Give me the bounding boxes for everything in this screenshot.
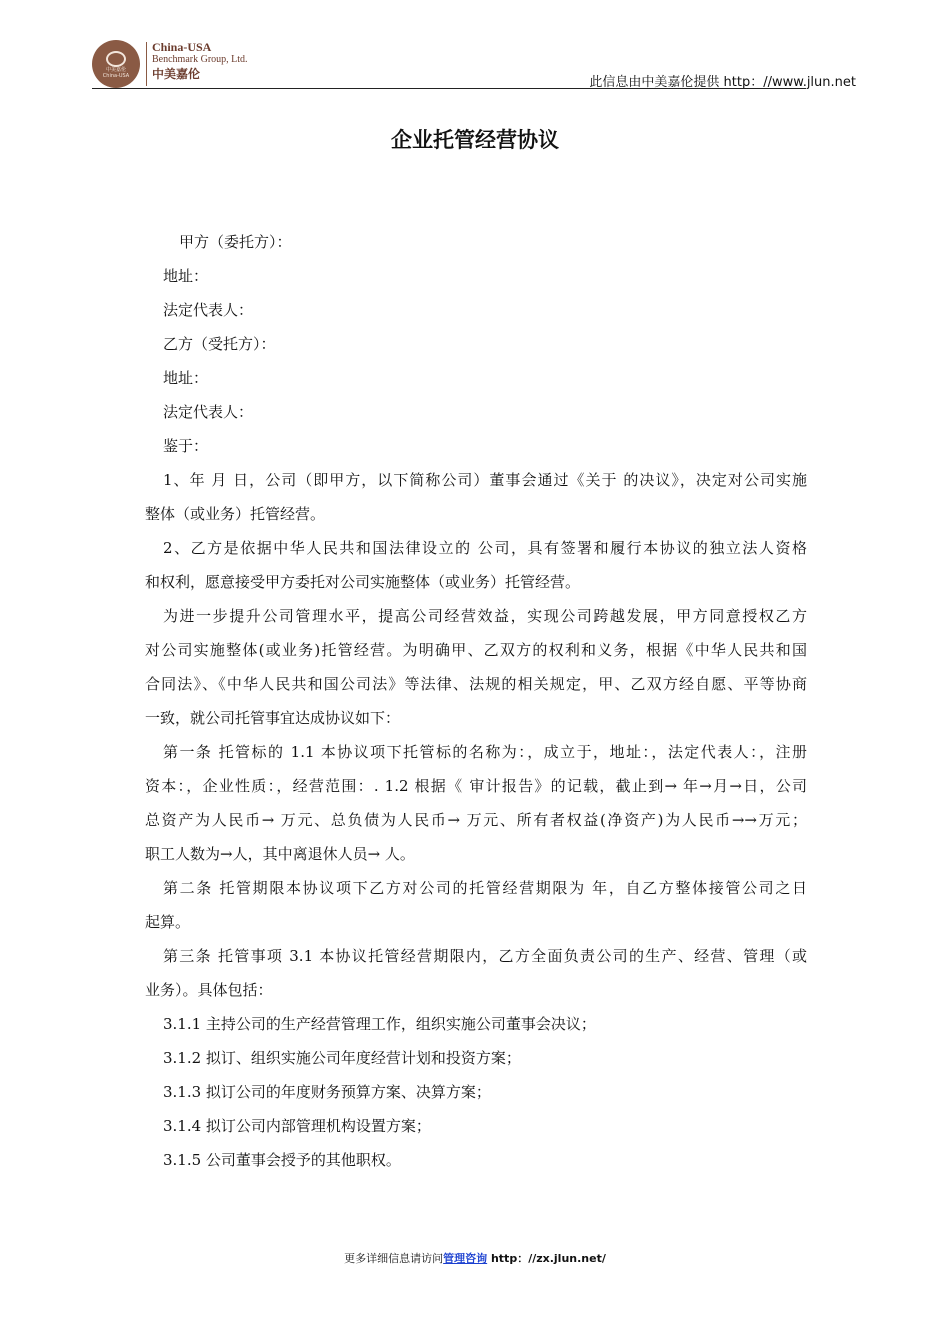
body-line: 第一条 托管标的 1.1 本协议项下托管标的名称为：，成立于，地址：，法定代表人：，注册 <box>163 743 807 761</box>
body-line: 业务）。具体包括： <box>145 981 273 999</box>
company-name-en-1: China-USA <box>152 40 212 54</box>
body-line: 资本：，企业性质：，经营范围：. 1.2 根据《 审计报告》的记载，截止到→ 年→月→日，公司 <box>145 777 807 795</box>
body-line: 2、乙方是依据中华人民共和国法律设立的 公司，具有签署和履行本协议的独立法人资格 <box>163 539 807 557</box>
footer-link[interactable]: 管理咨询 <box>443 1252 488 1265</box>
body-line: 和权利，愿意接受甲方委托对公司实施整体（或业务）托管经营。 <box>145 573 581 591</box>
company-name-cn: 中美嘉伦 <box>152 67 201 81</box>
body-line: 鉴于： <box>163 437 209 455</box>
body-line: 3.1.2 拟订、组织实施公司年度经营计划和投资方案； <box>163 1049 521 1067</box>
header-rule <box>92 88 806 89</box>
document-body <box>145 225 807 1177</box>
footer-prefix: 更多详细信息请访问 <box>344 1252 444 1265</box>
logo-small-cn: 中美嘉伦 <box>105 67 126 73</box>
body-line: 地址： <box>163 267 209 285</box>
logo-small-en: China-USA <box>102 73 130 79</box>
body-line: 第三条 托管事项 3.1 本协议托管经营期限内，乙方全面负责公司的生产、经营、管理（或 <box>163 947 807 965</box>
logo-divider <box>146 42 147 86</box>
body-line: 3.1.4 拟订公司内部管理机构设置方案； <box>163 1117 431 1135</box>
body-line: 3.1.3 拟订公司的年度财务预算方案、决算方案； <box>163 1083 491 1101</box>
document-title: 企业托管经营协议 <box>391 128 559 152</box>
body-line: 第二条 托管期限本协议项下乙方对公司的托管经营期限为 年，自乙方整体接管公司之日 <box>163 879 807 897</box>
body-line: 1、年 月 日，公司（即甲方，以下简称公司）董事会通过《关于 的决议》，决定对公司实施 <box>163 471 807 489</box>
body-line: 对公司实施整体(或业务)托管经营。为明确甲、乙双方的权利和义务，根据《中华人民共和国 <box>145 641 807 659</box>
body-line: 职工人数为→人，其中离退休人员→ 人。 <box>145 845 415 863</box>
footer-url: http：//zx.jlun.net/ <box>487 1252 606 1265</box>
company-name <box>152 40 248 82</box>
body-line: 3.1.1 主持公司的生产经营管理工作，组织实施公司董事会决议； <box>163 1015 596 1033</box>
body-line: 起算。 <box>145 913 191 931</box>
company-logo <box>92 40 140 88</box>
body-line: 乙方（受托方）： <box>163 335 276 353</box>
body-line: 一致，就公司托管事宜达成协议如下： <box>145 709 401 727</box>
page-footer <box>0 1250 950 1266</box>
body-line: 整体（或业务）托管经营。 <box>145 505 326 523</box>
body-line: 地址： <box>163 369 209 387</box>
body-line: 合同法》、《中华人民共和国公司法》等法律、法规的相关规定，甲、乙双方经自愿、平等协商 <box>145 675 807 693</box>
body-line: 甲方（委托方）： <box>179 233 292 251</box>
body-line: 总资产为人民币→ 万元、总负债为人民币→ 万元、所有者权益(净资产)为人民币→→万元； <box>145 811 807 829</box>
body-line: 3.1.5 公司董事会授予的其他职权。 <box>163 1151 401 1169</box>
body-line: 为进一步提升公司管理水平，提高公司经营效益，实现公司跨越发展，甲方同意授权乙方 <box>163 607 807 625</box>
provider-text: 此信息由中美嘉伦提供 http：//www.jlun.net <box>589 75 856 90</box>
body-line: 法定代表人： <box>163 301 254 319</box>
body-line: 法定代表人： <box>163 403 254 421</box>
company-name-en-2: Benchmark Group, Ltd. <box>152 54 248 65</box>
logo-swirl-icon <box>106 51 126 67</box>
